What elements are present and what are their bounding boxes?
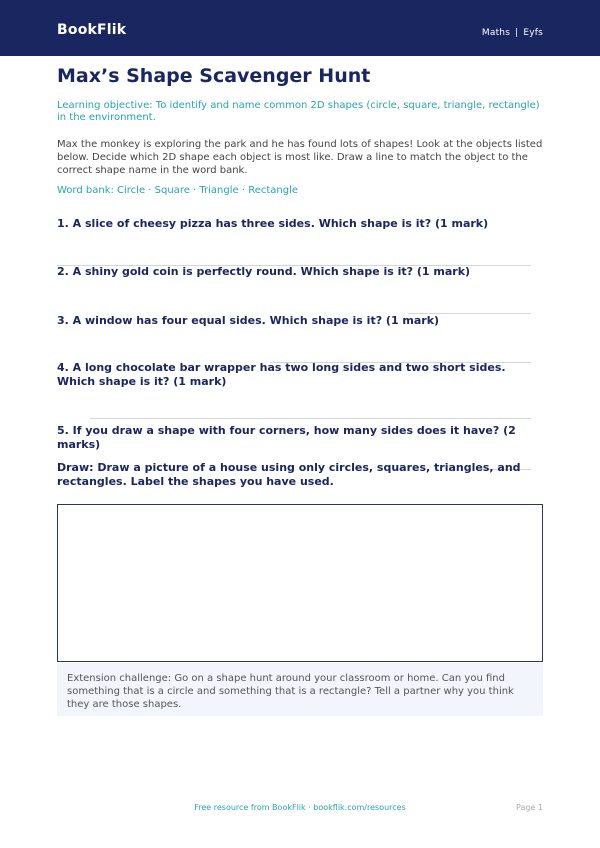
- word-bank: Word bank: Circle · Square · Triangle · Rectangle: [57, 185, 299, 196]
- question-3: 3. A window has four equal sides. Which shape is it? (1 mark): [57, 314, 440, 327]
- drawing-area[interactable]: [57, 504, 543, 662]
- brand-logo-text: BookFlik: [57, 22, 127, 38]
- question-4: 4. A long chocolate bar wrapper has two long sides and two short sides. Which shape is it? (1 mark): [57, 361, 506, 388]
- draw-prompt: Draw: Draw a picture of a house using only circles, squares, triangles, and rectangles. Label the shapes you have used.: [57, 461, 521, 488]
- worksheet-title: Max’s Shape Scavenger Hunt: [57, 65, 371, 87]
- learning-objective: Learning objective: To identify and name common 2D shapes (circle, square, triangle, rectangle) in the environment.: [57, 100, 540, 123]
- question-1: 1. A slice of cheesy pizza has three sides. Which shape is it? (1 mark): [57, 217, 489, 230]
- subject-separator: |: [515, 28, 519, 38]
- question-5: 5. If you draw a shape with four corners, how many sides does it have? (2 marks): [57, 424, 516, 451]
- intro-text: Max the monkey is exploring the park and he has found lots of shapes! Look at the objects listed below. Decide which 2D shape each object is most like. Draw a line to match the object to the correct shape name in the word bank.: [57, 139, 543, 176]
- level-name: Eyfs: [523, 28, 543, 38]
- subject-label: [482, 28, 543, 38]
- question-2: 2. A shiny gold coin is perfectly round. Which shape is it? (1 mark): [57, 265, 471, 278]
- page-header: [0, 0, 600, 56]
- extension-challenge: Extension challenge: Go on a shape hunt around your classroom or home. Can you find something that is a circle and something that is a rectangle? Tell a partner why you think they are those shapes.: [57, 663, 543, 716]
- page-number: Page 1: [516, 803, 543, 812]
- subject-name: Maths: [481, 28, 511, 38]
- footer-text: Free resource from BookFlik · bookflik.com/resources: [194, 803, 406, 812]
- answer-line-4[interactable]: [90, 418, 531, 419]
